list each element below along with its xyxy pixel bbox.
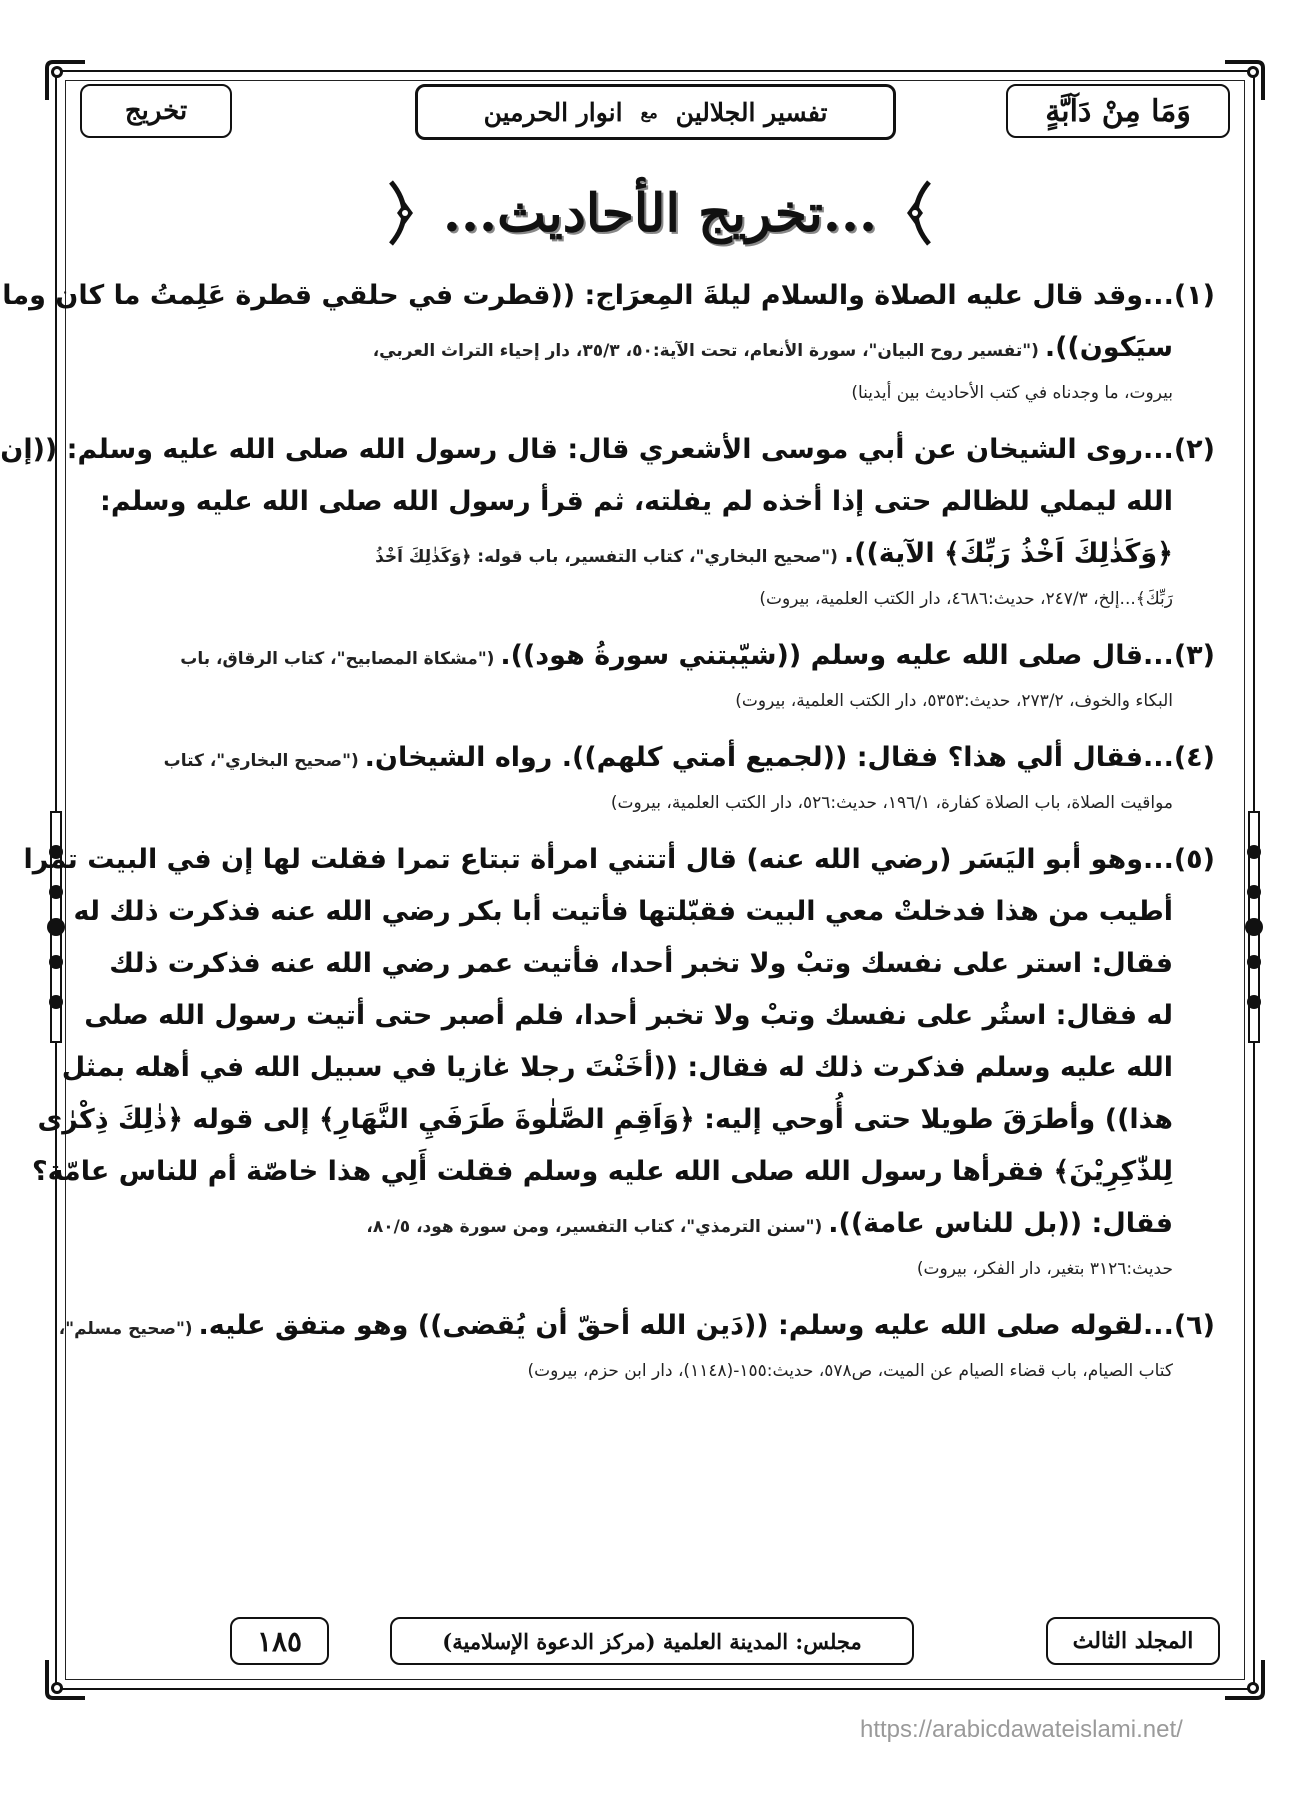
hadith-text: ...وهو أبو اليَسَر (رضي الله عنه) قال أتتني امرأة تبتاع تمرا فقلت لها إن في البيت تمرا [23,844,1174,875]
hadith-number: (٣) [1173,640,1215,671]
hadith-line [2,270,1215,322]
bracket-ornament-icon [893,178,939,248]
hadith-line [37,1094,1215,1146]
page-header [80,84,1230,142]
reference-text: ("سنن الترمذي"، كتاب التفسير، ومن سورة هود، ٨٠/٥، [366,1217,829,1237]
hadith-line [105,938,1215,990]
reference-text: مواقيت الصلاة، باب الصلاة كفارة، ١٩٦/١، حديث:٥٢٦، دار الكتب العلمية، بيروت) [610,793,1173,813]
surah-label: وَمَا مِنْ دَآبَّةٍ [1006,84,1230,138]
hadith-text: له فقال: استُر على نفسك وتبْ ولا تخبر أحدا، فلم أصبر حتى أتيت رسول الله صلى [84,1000,1173,1031]
hadith-number: (١) [1173,280,1215,311]
section-label: تخريج [80,84,232,138]
hadith-line [23,834,1215,886]
hadith-text: فقال: استر على نفسك وتبْ ولا تخبر أحدا، فأتيت عمر رضي الله عنه فذكرت ذلك [109,948,1173,979]
watermark-url: https://arabicdawateislami.net/ [860,1716,1183,1743]
reference-text: البكاء والخوف، ٢٧٣/٢، حديث:٥٣٥٣، دار الكتب العلمية، بيروت) [735,691,1173,711]
reference-text: كتاب الصيام، باب قضاء الصيام عن الميت، ص٥٧٨، حديث:١٥٥-(١١٤٨)، دار ابن حزم، بيروت) [527,1361,1173,1381]
hadith-text: ...فقال ألي هذا؟ فقال: ((لجميع أمتي كلهم)). رواه الشيخان. [364,742,1174,773]
publisher-label: مجلس: المدينة العلمية (مركز الدعوة الإسلامية) [390,1617,914,1665]
hadith-entry [0,424,1215,618]
reference-text: ("صحيح البخاري"، كتاب التفسير، باب قوله: ﴿وَكَذٰلِكَ اَخْذُ [375,547,844,567]
hadith-text: ...قال صلى الله عليه وسلم ((شيّبتني سورةُ هود)). [500,640,1174,671]
hadith-line [61,1042,1215,1094]
hadith-line [105,1250,1215,1288]
hadith-text: ...روى الشيخان عن أبي موسى الأشعري قال: قال رسول الله صلى الله عليه وسلم: ((إن [0,434,1174,465]
hadith-entry [105,732,1215,822]
hadith-line [32,1146,1215,1198]
hadith-line [100,476,1215,528]
page-title [340,168,980,258]
hadith-line [105,528,1215,580]
hadith-number: (٥) [1173,844,1215,875]
hadith-text: لِلذّٰكِرِيْنَ﴾ فقرأها رسول الله صلى الله عليه وسلم فقلت أَلِي هذا خاصّة أم للناس عامّة؟ [32,1156,1173,1187]
hadith-text: سيَكون)). [1044,332,1173,363]
hadith-line [105,732,1215,784]
reference-text: ("صحيح البخاري"، كتاب [163,751,365,771]
hadith-line [105,1198,1215,1250]
hadith-text: الله ليملي للظالم حتى إذا أخذه لم يفلته، ثم قرأ رسول الله صلى الله عليه وسلم: [100,486,1173,517]
page-number: ١٨٥ [230,1617,329,1665]
hadith-text: ...لقوله صلى الله عليه وسلم: ((دَين الله أحقّ أن يُقضى)) وهو متفق عليه. [198,1310,1174,1341]
hadith-line [105,374,1215,412]
reference-text: حديث:٣١٢٦ بتغير، دار الفكر، بيروت) [916,1259,1173,1279]
book-title-box [415,84,896,140]
reference-text: ("تفسير روح البيان"، سورة الأنعام، تحت الآية:٥٠، ٣٥/٣، دار إحياء التراث العربي، [372,341,1045,361]
hadith-text: أطيب من هذا فدخلتْ معي البيت فقبّلتها فأتيت أبا بكر رضي الله عنه فذكرت ذلك له [73,896,1173,927]
hadith-line [105,630,1215,682]
hadith-line [105,784,1215,822]
hadith-text: هذا)) وأطرَقَ طويلا حتى أُوحي إليه: ﴿وَاَقِمِ الصَّلٰوةَ طَرَفَيِ النَّهَارِ﴾ إلى قوله ﴿ذٰلِكَ ذِكْرٰى [37,1104,1173,1135]
hadith-line [105,682,1215,720]
side-ornament-icon [1243,812,1265,1042]
hadith-number: (٦) [1173,1310,1215,1341]
reference-text: ("مشكاة المصابيح"، كتاب الرقاق، باب [180,649,501,669]
hadith-entry [23,834,1215,1288]
reference-text: ("صحيح مسلم"، [58,1319,199,1339]
hadith-text: الله عليه وسلم فذكرت ذلك له فقال: ((أخَنْتَ رجلا غازيا في سبيل الله في أهله بمثل [61,1052,1173,1083]
hadith-line [58,1300,1215,1352]
hadith-text: فقال: ((بل للناس عامة)). [828,1208,1173,1239]
reference-text: رَبِّكَ﴾...إلخ، ٢٤٧/٣، حديث:٤٦٨٦، دار الكتب العلمية، بيروت) [759,589,1173,609]
volume-label: المجلد الثالث [1046,1617,1220,1665]
book-title-separator: مع [640,102,658,122]
hadith-list [0,270,1215,1402]
hadith-entry [2,270,1215,412]
reference-text: بيروت، ما وجدناه في كتب الأحاديث بين أيدينا) [851,383,1173,403]
hadith-number: (٤) [1173,742,1215,773]
hadith-line [84,990,1215,1042]
hadith-line [105,322,1215,374]
hadith-line [105,1352,1215,1390]
hadith-line [73,886,1215,938]
hadith-entry [58,1300,1215,1390]
hadith-number: (٢) [1173,434,1215,465]
corner-ornament-icon [43,1656,89,1702]
bracket-ornament-icon [381,178,427,248]
hadith-text: ...وقد قال عليه الصلاة والسلام ليلةَ المِعرَاج: ((قطرت في حلقي قطرة عَلِمتُ ما كان وما [2,280,1174,311]
hadith-line [105,580,1215,618]
hadith-line [0,424,1215,476]
hadith-entry [105,630,1215,720]
page-title-text: ...تخريج الأحاديث... [442,182,878,244]
page-footer [230,1617,1220,1667]
book-title-jalalain: تفسیر الجلالین [675,97,828,127]
hadith-text: ﴿وَكَذٰلِكَ اَخْذُ رَبِّكَ﴾ الآية)). [843,538,1173,569]
book-title-anwar: انوار الحرمین [483,97,623,127]
corner-ornament-icon [1221,1656,1267,1702]
